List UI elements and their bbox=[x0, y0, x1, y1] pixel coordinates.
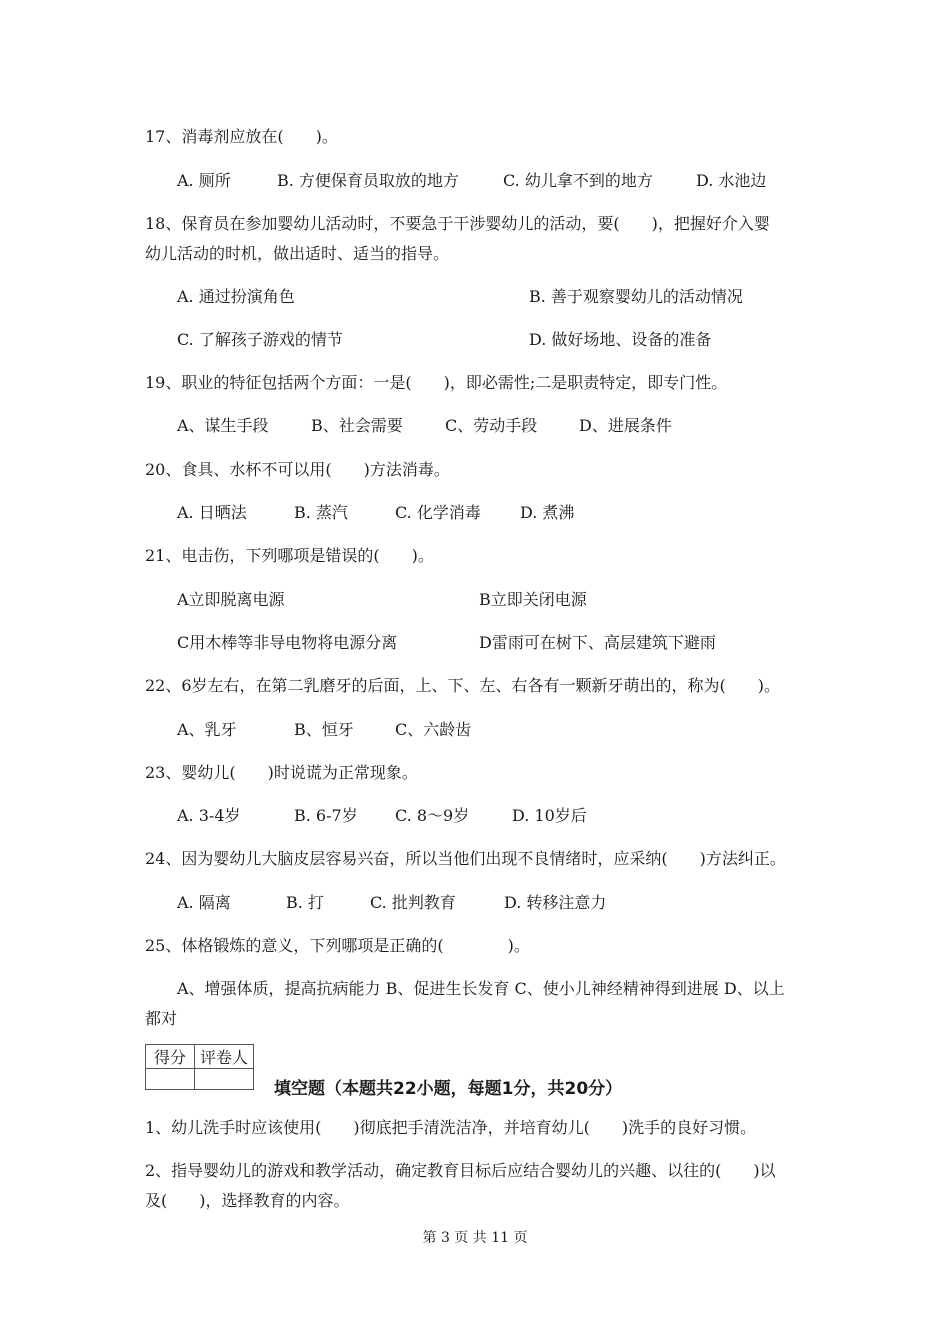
q23-option-b: B. 6-7岁 bbox=[294, 806, 358, 825]
q20-option-a: A. 日晒法 bbox=[177, 503, 247, 522]
fill-question-2-line2: 及( )，选择教育的内容。 bbox=[145, 1191, 350, 1210]
question-21-stem: 21、电击伤，下列哪项是错误的( )。 bbox=[145, 546, 434, 565]
q20-option-d: D. 煮沸 bbox=[520, 503, 575, 522]
page-footer: 第 3 页 共 11 页 bbox=[422, 1230, 528, 1246]
q24-option-c: C. 批判教育 bbox=[370, 893, 456, 912]
question-22-stem: 22、6岁左右，在第二乳磨牙的后面，上、下、左、右各有一颗新牙萌出的，称为( )。 bbox=[145, 676, 781, 695]
q17-option-c: C. 幼儿拿不到的地方 bbox=[503, 171, 653, 190]
q19-option-c: C、劳动手段 bbox=[445, 416, 538, 435]
q17-option-b: B. 方便保育员取放的地方 bbox=[277, 171, 459, 190]
q25-options-line2: 都对 bbox=[145, 1009, 178, 1028]
question-23-stem: 23、婴幼儿( )时说谎为正常现象。 bbox=[145, 763, 418, 782]
score-cell bbox=[146, 1069, 195, 1090]
question-17-stem: 17、消毒剂应放在( )。 bbox=[145, 127, 338, 146]
section-title: 填空题（本题共22小题，每题1分，共20分） bbox=[274, 1079, 623, 1099]
q19-option-a: A、谋生手段 bbox=[177, 416, 269, 435]
grader-label: 评卷人 bbox=[195, 1045, 254, 1069]
q23-option-d: D. 10岁后 bbox=[512, 806, 587, 825]
q24-option-d: D. 转移注意力 bbox=[504, 893, 607, 912]
q19-option-b: B、社会需要 bbox=[311, 416, 403, 435]
q18-option-b: B. 善于观察婴幼儿的活动情况 bbox=[529, 287, 743, 306]
question-19-stem: 19、职业的特征包括两个方面：一是( )，即必需性;二是职责特定，即专门性。 bbox=[145, 373, 728, 392]
score-box bbox=[145, 1044, 254, 1090]
q20-option-c: C. 化学消毒 bbox=[395, 503, 481, 522]
question-24-stem: 24、因为婴幼儿大脑皮层容易兴奋，所以当他们出现不良情绪时，应采纳( )方法纠正。 bbox=[145, 849, 786, 868]
question-20-stem: 20、食具、水杯不可以用( )方法消毒。 bbox=[145, 460, 450, 479]
q19-option-d: D、进展条件 bbox=[579, 416, 672, 435]
q23-option-a: A. 3-4岁 bbox=[177, 806, 241, 825]
q17-option-d: D. 水池边 bbox=[696, 171, 767, 190]
q18-option-c: C. 了解孩子游戏的情节 bbox=[177, 330, 343, 349]
question-18-stem-line1: 18、保育员在参加婴幼儿活动时，不要急于干涉婴幼儿的活动，要( )，把握好介入婴 bbox=[145, 214, 770, 233]
question-18-stem-line2: 幼儿活动的时机，做出适时、适当的指导。 bbox=[145, 244, 450, 263]
q21-option-d: D雷雨可在树下、高层建筑下避雨 bbox=[479, 633, 716, 652]
score-label: 得分 bbox=[146, 1045, 195, 1069]
q21-option-b: B立即关闭电源 bbox=[479, 590, 587, 609]
fill-question-1: 1、幼儿洗手时应该使用( )彻底把手清洗洁净，并培育幼儿( )洗手的良好习惯。 bbox=[145, 1118, 757, 1137]
grader-cell bbox=[195, 1069, 254, 1090]
q24-option-b: B. 打 bbox=[286, 893, 324, 912]
question-25-stem: 25、体格锻炼的意义，下列哪项是正确的( )。 bbox=[145, 936, 530, 955]
q20-option-b: B. 蒸汽 bbox=[294, 503, 348, 522]
q17-option-a: A. 厕所 bbox=[177, 171, 231, 190]
q18-option-d: D. 做好场地、设备的准备 bbox=[529, 330, 712, 349]
fill-question-2-line1: 2、指导婴幼儿的游戏和教学活动，确定教育目标后应结合婴幼儿的兴趣、以往的( )以 bbox=[145, 1161, 776, 1180]
q22-option-a: A、乳牙 bbox=[177, 720, 237, 739]
q23-option-c: C. 8～9岁 bbox=[395, 806, 470, 825]
q24-option-a: A. 隔离 bbox=[177, 893, 231, 912]
q25-options-line1: A、增强体质，提高抗病能力 B、促进生长发育 C、使小儿神经精神得到进展 D、以上 bbox=[177, 979, 785, 998]
q22-option-c: C、六龄齿 bbox=[395, 720, 472, 739]
q21-option-a: A立即脱离电源 bbox=[177, 590, 285, 609]
q22-option-b: B、恒牙 bbox=[294, 720, 354, 739]
q21-option-c: C用木棒等非导电物将电源分离 bbox=[177, 633, 398, 652]
q18-option-a: A. 通过扮演角色 bbox=[177, 287, 295, 306]
